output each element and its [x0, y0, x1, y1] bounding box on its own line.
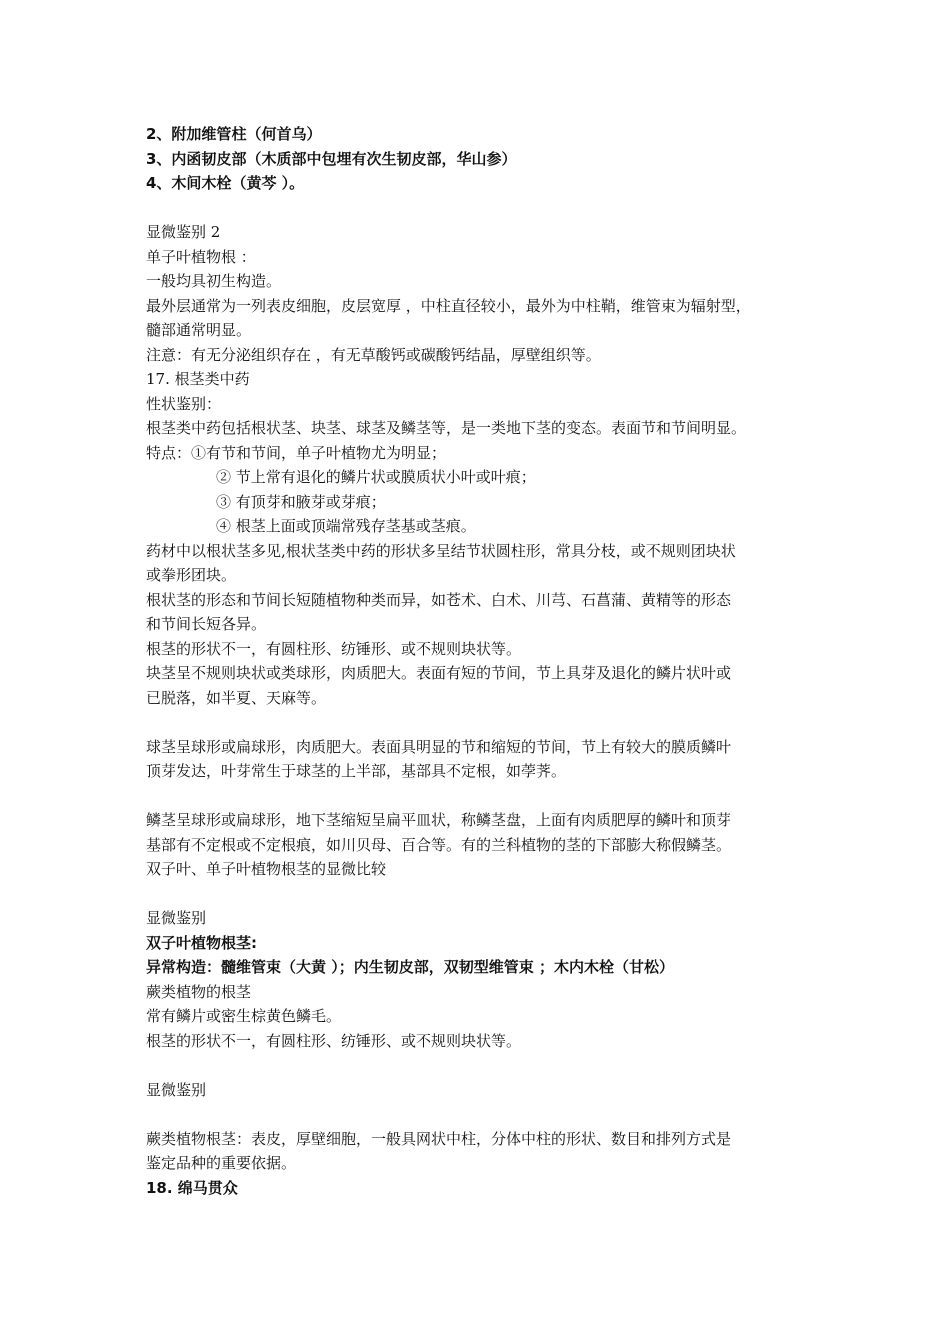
text-line: 顶芽发达，叶芽常生于球茎的上半部，基部具不定根，如荸荠。 — [146, 762, 567, 780]
blank-line — [146, 1102, 826, 1127]
text-line: ④ 根茎上面或顶端常残存茎基或茎痕。 — [216, 517, 476, 535]
text-line: 基部有不定根或不定根痕，如川贝母、百合等。有的兰科植物的茎的下部膨大称假鳞茎。 — [146, 835, 732, 854]
text-line: 特点：①有节和节间，单子叶植物尤为明显； — [146, 443, 447, 462]
bold-text-line: 4、木间木栓（黄芩 ）。 — [146, 174, 305, 192]
bold-text-line: 双子叶植物根茎: — [146, 933, 257, 952]
bold-text-line: 2、附加维管柱（何首乌） — [146, 125, 322, 143]
text-line: 蕨类植物的根茎 — [146, 982, 252, 1001]
text-line: 显微鉴别 — [146, 909, 207, 927]
text-line: 和节间长短各异。 — [146, 615, 267, 633]
blank-line — [146, 1053, 826, 1078]
text-line: 单子叶植物根 ： — [146, 247, 256, 266]
blank-line — [146, 882, 826, 907]
text-line: 双子叶、单子叶植物根茎的显微比较 — [146, 860, 387, 878]
text-line: 鉴定品种的重要依据。 — [146, 1154, 297, 1172]
blank-line — [146, 784, 826, 809]
bold-text-line: 18. 绵马贯众 — [146, 1178, 238, 1197]
text-line: ② 节上常有退化的鳞片状或膜质状小叶或叶痕； — [216, 468, 536, 486]
text-line: 块茎呈不规则块状或类球形，肉质肥大。表面有短的节间，节上具芽及退化的鳞片状叶或 — [146, 664, 732, 682]
text-line: 蕨类植物根茎：表皮，厚壁细胞，一般具网状中柱，分体中柱的形状、数目和排列方式是 — [146, 1129, 732, 1148]
blank-line — [146, 710, 826, 735]
text-line: 根茎类中药包括根状茎、块茎、球茎及鳞茎等，是一类地下茎的变态。表面节和节间明显。 — [146, 419, 747, 437]
text-line: 已脱落，如半夏、天麻等。 — [146, 688, 327, 707]
text-line: 根茎的形状不一，有圆柱形、纺锤形、或不规则块状等。 — [146, 639, 522, 658]
text-line: 球茎呈球形或扁球形，肉质肥大。表面具明显的节和缩短的节间，节上有较大的膜质鳞叶 — [146, 737, 732, 756]
text-line: 根茎的形状不一，有圆柱形、纺锤形、或不规则块状等。 — [146, 1031, 522, 1050]
bold-text-line: 异常构造：髓维管束（大黄 ）；内生韧皮部，双韧型维管束 ；木内木栓（甘松） — [146, 958, 674, 976]
text-line: 根状茎的形态和节间长短随植物种类而异，如苍术、白术、川芎、石菖蒲、黄精等的形态 — [146, 590, 732, 609]
text-line: 性状鉴别： — [146, 394, 222, 413]
text-line: 显微鉴别 2 — [146, 223, 221, 241]
text-line: 最外层通常为一列表皮细胞，皮层宽厚 ，中柱直径较小，最外为中柱鞘，维管束为辐射型， — [146, 296, 751, 315]
text-line: 鳞茎呈球形或扁球形，地下茎缩短呈扁平皿状，称鳞茎盘，上面有肉质肥厚的鳞叶和顶芽 — [146, 811, 732, 829]
text-line: 一般均具初生构造。 — [146, 272, 282, 290]
bold-text-line: 3、内函韧皮部（木质部中包埋有次生韧皮部，华山参） — [146, 149, 517, 168]
text-line: 药材中以根状茎多见,根状茎类中药的形状多呈结节状圆柱形，常具分枝，或不规则团块状 — [146, 541, 736, 560]
text-line: 髓部通常明显。 — [146, 321, 252, 339]
text-line: 注意：有无分泌组织存在 ，有无草酸钙或碳酸钙结晶，厚壁组织等。 — [146, 345, 601, 364]
blank-line — [146, 196, 826, 221]
text-line: 显微鉴别 — [146, 1080, 207, 1099]
text-line: 17. 根茎类中药 — [146, 370, 250, 388]
text-line: ③ 有顶芽和腋芽或芽痕； — [216, 492, 386, 511]
text-line: 常有鳞片或密生棕黄色鳞毛。 — [146, 1007, 342, 1025]
document-body — [146, 122, 826, 1200]
text-line: 或拳形团块。 — [146, 566, 237, 584]
